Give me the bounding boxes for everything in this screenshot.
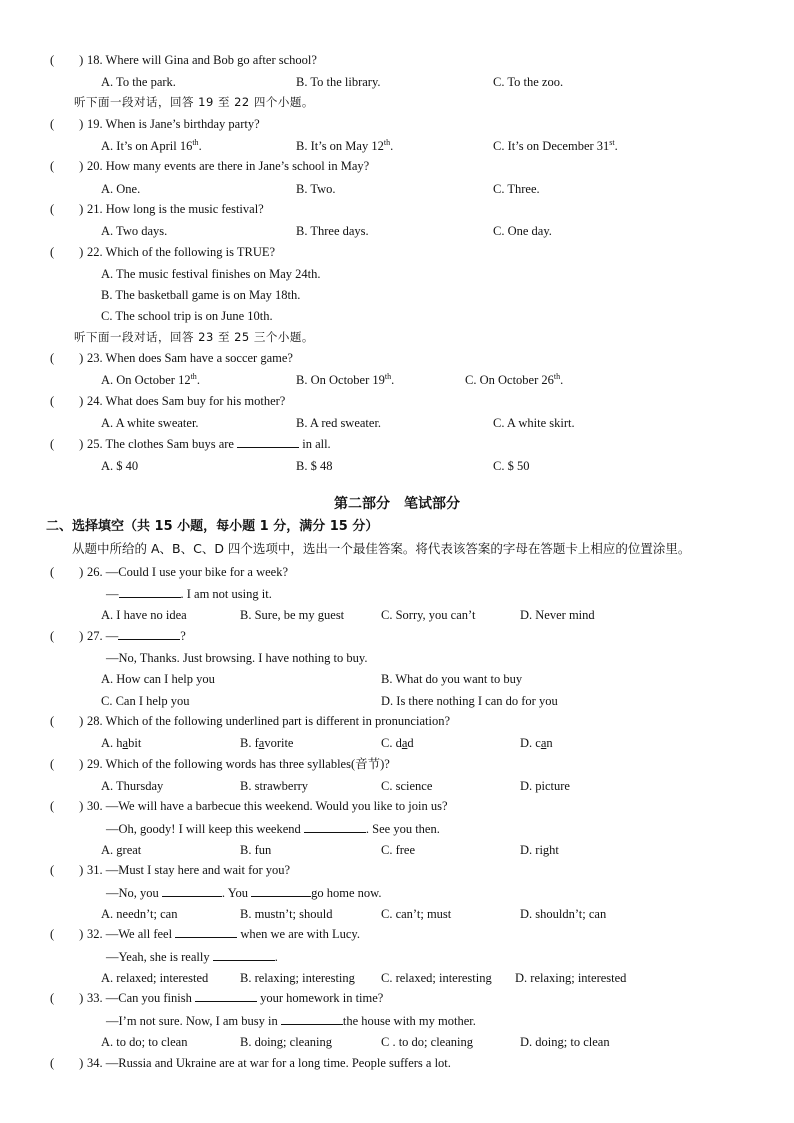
dialogue-line: —No, Thanks. Just browsing. I have nothing to buy.: [106, 651, 368, 665]
option-b: B. Two.: [296, 182, 336, 196]
question-stem: 29. Which of the following words has three syllables(音节)?: [87, 757, 390, 771]
option-b: B. Three days.: [296, 224, 369, 238]
option-a: A. The music festival finishes on May 24th.: [101, 267, 321, 281]
answer-paren[interactable]: ( ): [50, 629, 84, 643]
answer-paren[interactable]: ( ): [50, 927, 84, 941]
listening-instruction: 听下面一段对话，回答 19 至 22 四个小题。: [74, 95, 314, 109]
option-d: D. Is there nothing I can do for you: [381, 694, 558, 708]
fill-blank[interactable]: [251, 885, 311, 897]
option-c: C. Can I help you: [101, 694, 190, 708]
option-a: A. relaxed; interested: [101, 971, 209, 985]
option-b: B. $ 48: [296, 459, 333, 473]
option-c: C. science: [381, 779, 433, 793]
option-a: A. to do; to clean: [101, 1035, 188, 1049]
answer-paren[interactable]: ( ): [50, 159, 84, 173]
answer-paren[interactable]: ( ): [50, 53, 84, 67]
fill-blank[interactable]: [162, 885, 222, 897]
dialogue-line: —I’m not sure. Now, I am busy in the house with my mother.: [106, 1014, 476, 1028]
option-a: A. A white sweater.: [101, 416, 199, 430]
fill-blank[interactable]: [281, 1013, 343, 1025]
question-stem: 26. —Could I use your bike for a week?: [87, 565, 288, 579]
section-heading: 二、选择填空（共 15 小题，每小题 1 分，满分 15 分）: [46, 519, 379, 534]
option-a: A. Two days.: [101, 224, 168, 238]
fill-blank[interactable]: [213, 949, 275, 961]
option-b: B. To the library.: [296, 75, 381, 89]
option-b: B. strawberry: [240, 779, 309, 793]
option-d: D. relaxing; interested: [515, 971, 627, 985]
option-b: B. A red sweater.: [296, 416, 382, 430]
option-c: C. A white skirt.: [493, 416, 575, 430]
option-c: C. To the zoo.: [493, 75, 564, 89]
answer-paren[interactable]: ( ): [50, 351, 84, 365]
option-d: D. right: [520, 843, 559, 857]
question-stem: 30. —We will have a barbecue this weekend. Would you like to join us?: [87, 799, 448, 813]
option-d: D. Never mind: [520, 608, 595, 622]
option-c: C. Three.: [493, 182, 540, 196]
option-b: B. favorite: [240, 736, 294, 750]
option-a: A. I have no idea: [101, 608, 187, 622]
option-a: A. Thursday: [101, 779, 164, 793]
option-b: B. What do you want to buy: [381, 672, 523, 686]
question-stem: 25. The clothes Sam buys are in all.: [87, 437, 331, 451]
fill-blank[interactable]: [195, 990, 257, 1002]
question-stem: 19. When is Jane’s birthday party?: [87, 117, 260, 131]
fill-blank[interactable]: [175, 926, 237, 938]
option-c: C. The school trip is on June 10th.: [101, 309, 273, 323]
option-b: B. fun: [240, 843, 272, 857]
option-c: C. It’s on December 31st.: [493, 138, 618, 153]
option-d: D. doing; to clean: [520, 1035, 610, 1049]
answer-paren[interactable]: ( ): [50, 394, 84, 408]
answer-paren[interactable]: ( ): [50, 117, 84, 131]
option-a: A. habit: [101, 736, 142, 750]
option-b: B. relaxing; interesting: [240, 971, 355, 985]
option-b: B. mustn’t; should: [240, 907, 333, 921]
answer-paren[interactable]: ( ): [50, 863, 84, 877]
listening-instruction: 听下面一段对话，回答 23 至 25 三个小题。: [74, 330, 314, 344]
option-a: A. It’s on April 16th.: [101, 138, 202, 153]
answer-paren[interactable]: ( ): [50, 991, 84, 1005]
option-d: D. can: [520, 736, 553, 750]
option-a: A. One.: [101, 182, 141, 196]
answer-paren[interactable]: ( ): [50, 799, 84, 813]
question-stem: 33. —Can you finish your homework in time?: [87, 991, 384, 1005]
answer-paren[interactable]: ( ): [50, 245, 84, 259]
answer-paren[interactable]: ( ): [50, 714, 84, 728]
question-stem: 32. —We all feel when we are with Lucy.: [87, 927, 360, 941]
question-stem: 20. How many events are there in Jane’s school in May?: [87, 159, 370, 173]
option-c: C. $ 50: [493, 459, 530, 473]
option-a: A. On October 12th.: [101, 372, 200, 387]
option-a: A. great: [101, 843, 142, 857]
option-c: C. Sorry, you can’t: [381, 608, 476, 622]
option-a: A. To the park.: [101, 75, 176, 89]
part-title: 第二部分 笔试部分: [334, 496, 460, 512]
dialogue-line: —No, you . You go home now.: [106, 886, 382, 900]
question-stem: 21. How long is the music festival?: [87, 202, 264, 216]
option-c: C. relaxed; interesting: [381, 971, 492, 985]
question-stem: 18. Where will Gina and Bob go after school?: [87, 53, 317, 67]
option-a: A. $ 40: [101, 459, 139, 473]
question-stem: 34. —Russia and Ukraine are at war for a long time. People suffers a lot.: [87, 1056, 451, 1070]
answer-paren[interactable]: ( ): [50, 565, 84, 579]
option-a: A. needn’t; can: [101, 907, 178, 921]
fill-blank[interactable]: [304, 821, 366, 833]
option-b: B. Sure, be my guest: [240, 608, 345, 622]
fill-blank[interactable]: [118, 628, 180, 640]
answer-paren[interactable]: ( ): [50, 757, 84, 771]
option-c: C. can’t; must: [381, 907, 452, 921]
option-b: B. It’s on May 12th.: [296, 138, 394, 153]
option-d: D. picture: [520, 779, 570, 793]
option-d: D. shouldn’t; can: [520, 907, 607, 921]
option-c: C. free: [381, 843, 416, 857]
question-stem: 22. Which of the following is TRUE?: [87, 245, 276, 259]
question-stem: 23. When does Sam have a soccer game?: [87, 351, 293, 365]
dialogue-line: —Yeah, she is really .: [106, 950, 278, 964]
option-c: C. On October 26th.: [465, 372, 564, 387]
option-c: C. dad: [381, 736, 414, 750]
option-c: C. One day.: [493, 224, 552, 238]
question-stem: 27. — ?: [87, 629, 186, 643]
answer-paren[interactable]: ( ): [50, 437, 84, 451]
question-stem: 31. —Must I stay here and wait for you?: [87, 863, 291, 877]
question-stem: 28. Which of the following underlined part is different in pronunciation?: [87, 714, 450, 728]
fill-blank[interactable]: [237, 436, 299, 448]
answer-paren[interactable]: ( ): [50, 202, 84, 216]
fill-blank[interactable]: [119, 586, 181, 598]
dialogue-line: —Oh, goody! I will keep this weekend . See you then.: [106, 822, 440, 836]
answer-paren[interactable]: ( ): [50, 1056, 84, 1070]
question-stem: 24. What does Sam buy for his mother?: [87, 394, 286, 408]
option-b: B. doing; cleaning: [240, 1035, 332, 1049]
option-a: A. How can I help you: [101, 672, 215, 686]
dialogue-line: — . I am not using it.: [106, 587, 272, 601]
option-c: C . to do; cleaning: [381, 1035, 473, 1049]
section-instruction: 从题中所给的 A、B、C、D 四个选项中，选出一个最佳答案。将代表该答案的字母在答题卡上相应的位置涂里。: [72, 541, 691, 556]
option-b: B. The basketball game is on May 18th.: [101, 288, 301, 302]
option-b: B. On October 19th.: [296, 372, 395, 387]
